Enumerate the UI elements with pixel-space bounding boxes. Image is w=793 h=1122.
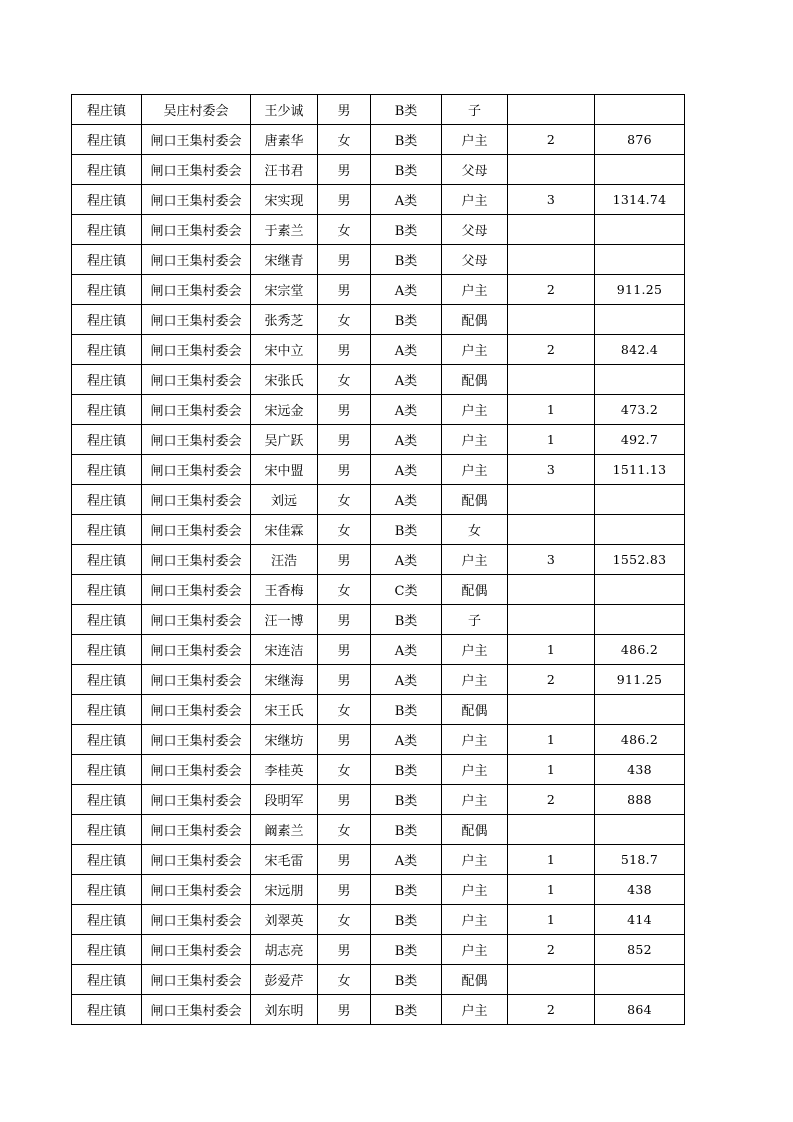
sex-cell: 男: [318, 635, 371, 665]
relation-cell: 配偶: [442, 305, 508, 335]
sex-cell: 男: [318, 665, 371, 695]
household-count-cell: [508, 515, 595, 545]
household-count-cell: 3: [508, 455, 595, 485]
amount-cell: 911.25: [595, 665, 685, 695]
table-row: [72, 545, 685, 575]
relation-cell: 户主: [442, 185, 508, 215]
relation-cell: 户主: [442, 935, 508, 965]
name-cell: 王香梅: [251, 575, 318, 605]
name-cell: 宋继海: [251, 665, 318, 695]
table-row: [72, 575, 685, 605]
table-row: [72, 515, 685, 545]
category-cell: C类: [371, 575, 442, 605]
relation-cell: 户主: [442, 395, 508, 425]
sex-cell: 男: [318, 425, 371, 455]
village-cell: 闸口王集村委会: [142, 395, 251, 425]
town-cell: 程庄镇: [72, 575, 142, 605]
name-cell: 彭爱芹: [251, 965, 318, 995]
category-cell: B类: [371, 155, 442, 185]
relation-cell: 户主: [442, 755, 508, 785]
village-cell: 闸口王集村委会: [142, 665, 251, 695]
household-count-cell: 1: [508, 635, 595, 665]
household-count-cell: [508, 965, 595, 995]
name-cell: 宋远朋: [251, 875, 318, 905]
relation-cell: 户主: [442, 335, 508, 365]
town-cell: 程庄镇: [72, 665, 142, 695]
village-cell: 闸口王集村委会: [142, 485, 251, 515]
category-cell: B类: [371, 905, 442, 935]
town-cell: 程庄镇: [72, 725, 142, 755]
table-row: [72, 965, 685, 995]
relation-cell: 父母: [442, 155, 508, 185]
village-cell: 闸口王集村委会: [142, 935, 251, 965]
village-cell: 闸口王集村委会: [142, 275, 251, 305]
table-row: [72, 605, 685, 635]
amount-cell: [595, 575, 685, 605]
amount-cell: [595, 485, 685, 515]
table-row: [72, 95, 685, 125]
relation-cell: 配偶: [442, 575, 508, 605]
household-count-cell: 2: [508, 995, 595, 1025]
sex-cell: 男: [318, 155, 371, 185]
name-cell: 胡志亮: [251, 935, 318, 965]
category-cell: B类: [371, 995, 442, 1025]
village-cell: 闸口王集村委会: [142, 965, 251, 995]
relation-cell: 户主: [442, 125, 508, 155]
name-cell: 汪一博: [251, 605, 318, 635]
table-row: [72, 275, 685, 305]
village-cell: 闸口王集村委会: [142, 125, 251, 155]
name-cell: 宋实现: [251, 185, 318, 215]
table-row: [72, 815, 685, 845]
category-cell: B类: [371, 755, 442, 785]
category-cell: A类: [371, 365, 442, 395]
name-cell: 刘东明: [251, 995, 318, 1025]
sex-cell: 女: [318, 755, 371, 785]
relation-cell: 户主: [442, 635, 508, 665]
household-count-cell: 2: [508, 935, 595, 965]
sex-cell: 男: [318, 725, 371, 755]
name-cell: 汪书君: [251, 155, 318, 185]
relation-cell: 子: [442, 605, 508, 635]
village-cell: 闸口王集村委会: [142, 995, 251, 1025]
name-cell: 宋佳霖: [251, 515, 318, 545]
category-cell: A类: [371, 845, 442, 875]
village-cell: 闸口王集村委会: [142, 605, 251, 635]
village-cell: 闸口王集村委会: [142, 725, 251, 755]
household-count-cell: 2: [508, 335, 595, 365]
sex-cell: 女: [318, 305, 371, 335]
amount-cell: 888: [595, 785, 685, 815]
relation-cell: 户主: [442, 875, 508, 905]
name-cell: 李桂英: [251, 755, 318, 785]
town-cell: 程庄镇: [72, 425, 142, 455]
household-count-cell: 1: [508, 725, 595, 755]
amount-cell: [595, 215, 685, 245]
town-cell: 程庄镇: [72, 455, 142, 485]
household-count-cell: 1: [508, 425, 595, 455]
town-cell: 程庄镇: [72, 935, 142, 965]
town-cell: 程庄镇: [72, 515, 142, 545]
name-cell: 刘翠英: [251, 905, 318, 935]
town-cell: 程庄镇: [72, 785, 142, 815]
amount-cell: [595, 605, 685, 635]
name-cell: 宋中立: [251, 335, 318, 365]
table-row: [72, 185, 685, 215]
household-count-cell: [508, 305, 595, 335]
village-cell: 闸口王集村委会: [142, 845, 251, 875]
sex-cell: 女: [318, 365, 371, 395]
category-cell: B类: [371, 785, 442, 815]
village-cell: 闸口王集村委会: [142, 365, 251, 395]
household-count-cell: [508, 245, 595, 275]
table-row: [72, 395, 685, 425]
town-cell: 程庄镇: [72, 275, 142, 305]
category-cell: B类: [371, 245, 442, 275]
table-row: [72, 995, 685, 1025]
sex-cell: 女: [318, 485, 371, 515]
table-row: [72, 875, 685, 905]
town-cell: 程庄镇: [72, 695, 142, 725]
category-cell: A类: [371, 455, 442, 485]
name-cell: 宋王氏: [251, 695, 318, 725]
name-cell: 吴广跃: [251, 425, 318, 455]
village-cell: 闸口王集村委会: [142, 695, 251, 725]
relation-cell: 户主: [442, 725, 508, 755]
table-row: [72, 665, 685, 695]
household-count-cell: [508, 815, 595, 845]
name-cell: 宋中盟: [251, 455, 318, 485]
sex-cell: 男: [318, 995, 371, 1025]
amount-cell: 492.7: [595, 425, 685, 455]
town-cell: 程庄镇: [72, 905, 142, 935]
household-count-cell: [508, 95, 595, 125]
village-cell: 闸口王集村委会: [142, 455, 251, 485]
village-cell: 闸口王集村委会: [142, 755, 251, 785]
sex-cell: 男: [318, 185, 371, 215]
sex-cell: 男: [318, 245, 371, 275]
village-cell: 闸口王集村委会: [142, 305, 251, 335]
category-cell: A类: [371, 185, 442, 215]
category-cell: B类: [371, 875, 442, 905]
category-cell: B类: [371, 935, 442, 965]
relation-cell: 女: [442, 515, 508, 545]
household-count-cell: 1: [508, 755, 595, 785]
village-cell: 闸口王集村委会: [142, 785, 251, 815]
amount-cell: 1314.74: [595, 185, 685, 215]
village-cell: 闸口王集村委会: [142, 155, 251, 185]
relation-cell: 子: [442, 95, 508, 125]
sex-cell: 男: [318, 605, 371, 635]
town-cell: 程庄镇: [72, 95, 142, 125]
amount-cell: 911.25: [595, 275, 685, 305]
town-cell: 程庄镇: [72, 965, 142, 995]
sex-cell: 男: [318, 455, 371, 485]
category-cell: A类: [371, 545, 442, 575]
sex-cell: 男: [318, 395, 371, 425]
amount-cell: 486.2: [595, 725, 685, 755]
table-row: [72, 335, 685, 365]
category-cell: A类: [371, 335, 442, 365]
table-row: [72, 905, 685, 935]
household-count-cell: [508, 695, 595, 725]
town-cell: 程庄镇: [72, 155, 142, 185]
town-cell: 程庄镇: [72, 815, 142, 845]
table-body: [72, 95, 685, 1025]
household-count-cell: [508, 365, 595, 395]
name-cell: 宋继青: [251, 245, 318, 275]
sex-cell: 女: [318, 575, 371, 605]
town-cell: 程庄镇: [72, 545, 142, 575]
household-count-cell: [508, 155, 595, 185]
category-cell: B类: [371, 125, 442, 155]
sex-cell: 女: [318, 215, 371, 245]
category-cell: A类: [371, 425, 442, 455]
village-cell: 闸口王集村委会: [142, 635, 251, 665]
table-row: [72, 935, 685, 965]
name-cell: 唐素华: [251, 125, 318, 155]
household-count-cell: 3: [508, 545, 595, 575]
village-cell: 吴庄村委会: [142, 95, 251, 125]
sex-cell: 女: [318, 965, 371, 995]
category-cell: B类: [371, 95, 442, 125]
name-cell: 宋继坊: [251, 725, 318, 755]
amount-cell: [595, 305, 685, 335]
amount-cell: [595, 365, 685, 395]
sex-cell: 女: [318, 695, 371, 725]
sex-cell: 女: [318, 905, 371, 935]
name-cell: 宋毛雷: [251, 845, 318, 875]
table-row: [72, 695, 685, 725]
table-row: [72, 245, 685, 275]
name-cell: 宋连洁: [251, 635, 318, 665]
household-count-cell: 1: [508, 395, 595, 425]
relation-cell: 父母: [442, 245, 508, 275]
town-cell: 程庄镇: [72, 845, 142, 875]
relation-cell: 配偶: [442, 965, 508, 995]
name-cell: 阚素兰: [251, 815, 318, 845]
table-row: [72, 845, 685, 875]
amount-cell: 518.7: [595, 845, 685, 875]
amount-cell: 864: [595, 995, 685, 1025]
relation-cell: 配偶: [442, 815, 508, 845]
relation-cell: 户主: [442, 455, 508, 485]
amount-cell: [595, 515, 685, 545]
sex-cell: 女: [318, 515, 371, 545]
table-row: [72, 725, 685, 755]
relation-cell: 户主: [442, 995, 508, 1025]
category-cell: A类: [371, 725, 442, 755]
relation-cell: 户主: [442, 905, 508, 935]
sex-cell: 男: [318, 275, 371, 305]
amount-cell: [595, 695, 685, 725]
town-cell: 程庄镇: [72, 335, 142, 365]
town-cell: 程庄镇: [72, 875, 142, 905]
town-cell: 程庄镇: [72, 125, 142, 155]
recipient-table: [71, 94, 685, 1025]
sex-cell: 男: [318, 545, 371, 575]
town-cell: 程庄镇: [72, 185, 142, 215]
category-cell: A类: [371, 275, 442, 305]
table-row: [72, 485, 685, 515]
sex-cell: 男: [318, 335, 371, 365]
table-row: [72, 365, 685, 395]
amount-cell: [595, 95, 685, 125]
amount-cell: 1511.13: [595, 455, 685, 485]
table-row: [72, 425, 685, 455]
relation-cell: 配偶: [442, 485, 508, 515]
village-cell: 闸口王集村委会: [142, 335, 251, 365]
amount-cell: [595, 815, 685, 845]
relation-cell: 配偶: [442, 365, 508, 395]
amount-cell: 438: [595, 875, 685, 905]
amount-cell: 414: [595, 905, 685, 935]
category-cell: B类: [371, 515, 442, 545]
town-cell: 程庄镇: [72, 245, 142, 275]
household-count-cell: [508, 215, 595, 245]
category-cell: B类: [371, 695, 442, 725]
village-cell: 闸口王集村委会: [142, 575, 251, 605]
category-cell: B类: [371, 815, 442, 845]
amount-cell: 852: [595, 935, 685, 965]
household-count-cell: 2: [508, 125, 595, 155]
name-cell: 宋宗堂: [251, 275, 318, 305]
table-row: [72, 125, 685, 155]
town-cell: 程庄镇: [72, 215, 142, 245]
village-cell: 闸口王集村委会: [142, 905, 251, 935]
table-row: [72, 305, 685, 335]
sex-cell: 女: [318, 125, 371, 155]
amount-cell: [595, 245, 685, 275]
relation-cell: 户主: [442, 845, 508, 875]
name-cell: 段明军: [251, 785, 318, 815]
town-cell: 程庄镇: [72, 755, 142, 785]
sex-cell: 男: [318, 95, 371, 125]
name-cell: 刘远: [251, 485, 318, 515]
household-count-cell: [508, 605, 595, 635]
category-cell: B类: [371, 605, 442, 635]
sex-cell: 男: [318, 845, 371, 875]
village-cell: 闸口王集村委会: [142, 215, 251, 245]
name-cell: 宋远金: [251, 395, 318, 425]
amount-cell: [595, 155, 685, 185]
category-cell: B类: [371, 305, 442, 335]
town-cell: 程庄镇: [72, 305, 142, 335]
sex-cell: 男: [318, 785, 371, 815]
village-cell: 闸口王集村委会: [142, 815, 251, 845]
category-cell: A类: [371, 485, 442, 515]
amount-cell: 876: [595, 125, 685, 155]
household-count-cell: [508, 485, 595, 515]
relation-cell: 户主: [442, 545, 508, 575]
amount-cell: [595, 965, 685, 995]
relation-cell: 户主: [442, 785, 508, 815]
household-count-cell: 1: [508, 845, 595, 875]
amount-cell: 1552.83: [595, 545, 685, 575]
household-count-cell: [508, 575, 595, 605]
name-cell: 张秀芝: [251, 305, 318, 335]
town-cell: 程庄镇: [72, 995, 142, 1025]
village-cell: 闸口王集村委会: [142, 515, 251, 545]
sex-cell: 女: [318, 815, 371, 845]
name-cell: 王少诚: [251, 95, 318, 125]
category-cell: B类: [371, 965, 442, 995]
relation-cell: 户主: [442, 425, 508, 455]
category-cell: A类: [371, 395, 442, 425]
village-cell: 闸口王集村委会: [142, 185, 251, 215]
relation-cell: 配偶: [442, 695, 508, 725]
relation-cell: 父母: [442, 215, 508, 245]
table-row: [72, 635, 685, 665]
amount-cell: 473.2: [595, 395, 685, 425]
village-cell: 闸口王集村委会: [142, 245, 251, 275]
household-count-cell: 1: [508, 875, 595, 905]
table-row: [72, 155, 685, 185]
household-count-cell: 1: [508, 905, 595, 935]
category-cell: A类: [371, 665, 442, 695]
amount-cell: 438: [595, 755, 685, 785]
household-count-cell: 2: [508, 665, 595, 695]
household-count-cell: 3: [508, 185, 595, 215]
sex-cell: 男: [318, 935, 371, 965]
name-cell: 汪浩: [251, 545, 318, 575]
town-cell: 程庄镇: [72, 395, 142, 425]
amount-cell: 842.4: [595, 335, 685, 365]
table-row: [72, 455, 685, 485]
town-cell: 程庄镇: [72, 365, 142, 395]
table-row: [72, 215, 685, 245]
town-cell: 程庄镇: [72, 485, 142, 515]
name-cell: 宋张氏: [251, 365, 318, 395]
category-cell: B类: [371, 215, 442, 245]
village-cell: 闸口王集村委会: [142, 425, 251, 455]
name-cell: 于素兰: [251, 215, 318, 245]
table-row: [72, 785, 685, 815]
category-cell: A类: [371, 635, 442, 665]
sex-cell: 男: [318, 875, 371, 905]
relation-cell: 户主: [442, 275, 508, 305]
village-cell: 闸口王集村委会: [142, 875, 251, 905]
household-count-cell: 2: [508, 275, 595, 305]
relation-cell: 户主: [442, 665, 508, 695]
amount-cell: 486.2: [595, 635, 685, 665]
table-row: [72, 755, 685, 785]
household-count-cell: 2: [508, 785, 595, 815]
town-cell: 程庄镇: [72, 635, 142, 665]
town-cell: 程庄镇: [72, 605, 142, 635]
village-cell: 闸口王集村委会: [142, 545, 251, 575]
